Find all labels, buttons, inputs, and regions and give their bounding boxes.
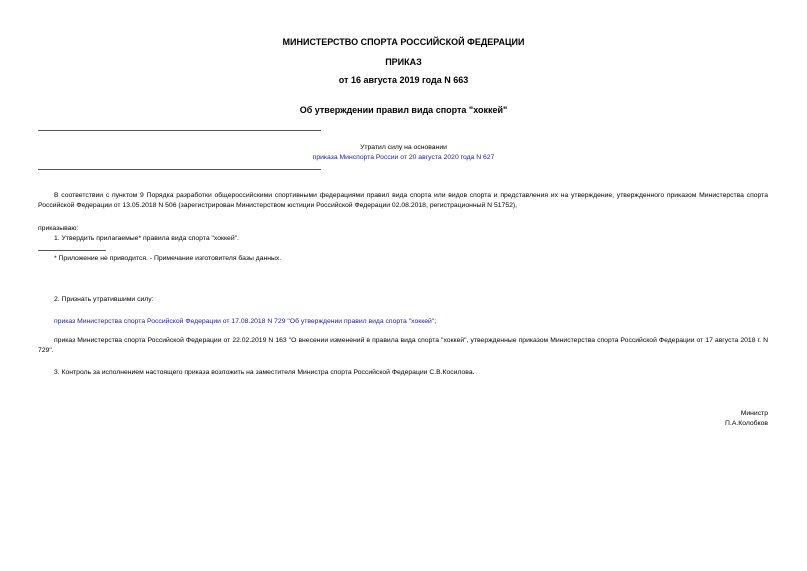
item-2-link-line <box>54 317 436 327</box>
footnote-divider <box>38 250 106 251</box>
bottom-divider <box>38 169 321 170</box>
order-word: приказываю: <box>38 225 79 232</box>
item-1: 1. Утвердить прилагаемые* правила вида спорта "хоккей". <box>54 235 239 242</box>
repealed-order-link-tail: ; <box>434 318 437 325</box>
ministry-heading: МИНИСТЕРСТВО СПОРТА РОССИЙСКОЙ ФЕДЕРАЦИИ <box>282 37 525 47</box>
signature-name: П.А.Колобков <box>725 420 768 427</box>
repealed-order-link[interactable]: приказ Министерства спорта Российской Федерации от 17.08.2018 N 729 "Об утверждении правил вида спорта "хоккей" <box>54 318 435 325</box>
date-number-heading: от 16 августа 2019 года N 663 <box>338 75 469 85</box>
intro-paragraph: В соответствии с пунктом 9 Порядка разработки общероссийскими спортивными федерациями правил вида спорта или видов спорта и представления их на утверждение, утвержденного приказом Министерства спорта Российской Федерации от 13.05.2018 N 506 (зарегистрирован Министерством юстиции Российской Федерации 02.08.2018, регистрационный N 51752), <box>38 192 768 209</box>
status-note-link[interactable]: приказа Минспорта России от 20 августа 2020 года N 627 <box>312 154 495 161</box>
top-divider <box>38 130 321 131</box>
status-note-text: Утратил силу на основании <box>360 144 447 151</box>
item-2-text: приказ Министерства спорта Российской Федерации от 22.02.2019 N 163 "О внесении изменений в правила вида спорта "хоккей", утвержденные приказом Министерства спорта Российской Федерации от 17 августа 2018 г. N 729". <box>38 337 768 354</box>
footnote: * Приложение не приводится. - Примечание изготовителя базы данных. <box>54 255 282 262</box>
item-3: 3. Контроль за исполнением настоящего приказа возложить на заместителя Министра спорта Российской Федерации С.В.Косилова. <box>54 369 475 376</box>
signature-title: Министр <box>740 410 768 417</box>
item-2: 2. Признать утратившими силу: <box>54 296 154 303</box>
doc-type-heading: ПРИКАЗ <box>385 57 422 67</box>
subject-heading: Об утверждении правил вида спорта "хоккей" <box>299 105 508 115</box>
